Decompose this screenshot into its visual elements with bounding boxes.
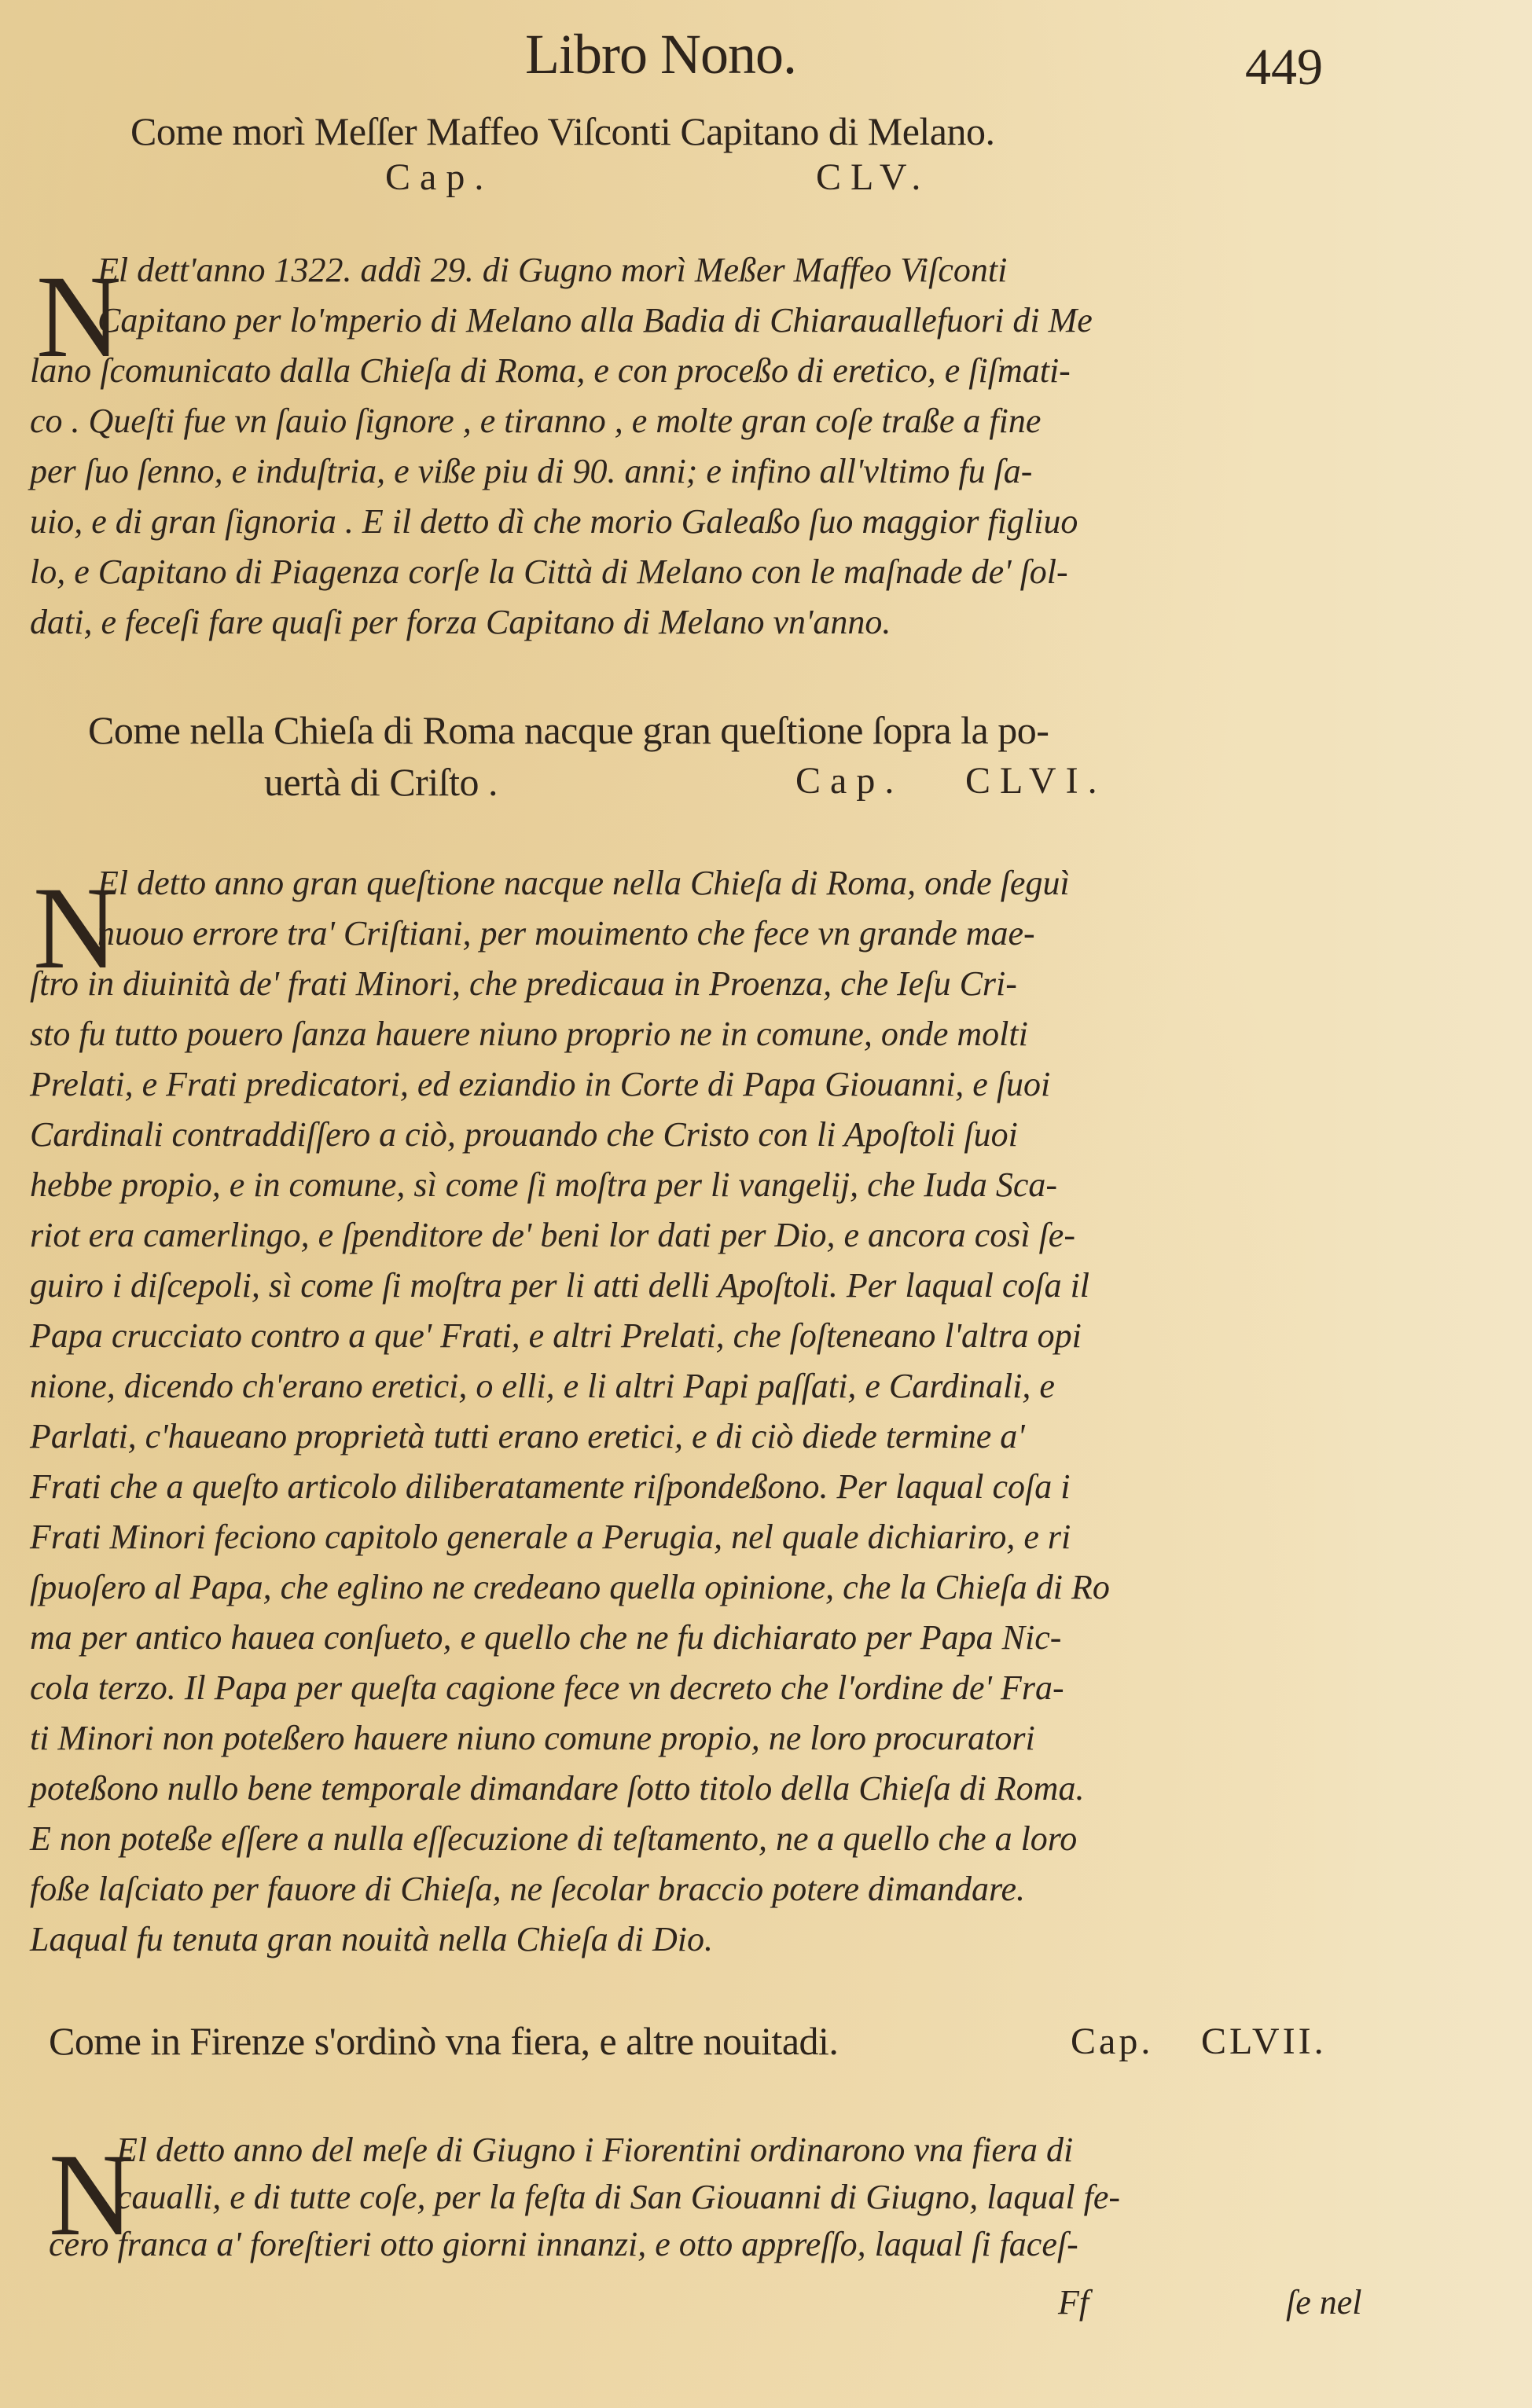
- text-line: ti Minori non poteßero hauere niuno comune propio, ne loro procuratori: [30, 1719, 1035, 1757]
- text-line: ma per antico hauea conſueto, e quello che ne fu dichiarato per Papa Nic-: [30, 1618, 1062, 1657]
- chapter-title: uertà di Criſto .: [264, 760, 498, 804]
- signature-mark: Ff: [1058, 2283, 1089, 2322]
- chapter-body: [30, 863, 1350, 1979]
- drop-capital: N: [33, 863, 119, 993]
- text-line: co . Queſti fue vn ſauio ſignore , e tiranno , e molte gran coſe traße a fine: [30, 402, 1042, 440]
- text-line: Prelati, e Frati predicatori, ed eziandio in Corte di Papa Giouanni, e ſuoi: [30, 1065, 1051, 1103]
- text-line: Capitano per lo'mperio di Melano alla Badia di Chiarauallefuori di Me: [97, 301, 1093, 340]
- chapter-cap-label: Cap.: [385, 156, 494, 198]
- chapter-body: [30, 250, 1350, 659]
- chapter-title: Come morì Meſſer Maffeo Viſconti Capitano di Melano.: [130, 109, 995, 153]
- drop-capital: N: [49, 2130, 134, 2260]
- text-line: sto fu tutto pouero ſanza hauere niuno proprio ne in comune, onde molti: [30, 1015, 1028, 1053]
- text-line: cola terzo. Il Papa per queſta cagione fece vn decreto che l'ordine de' Fra-: [30, 1668, 1064, 1707]
- text-line: Frati che a queſto articolo diliberatamente riſpondeßono. Per laqual coſa i: [30, 1467, 1071, 1506]
- chapter-title: Come nella Chieſa di Roma nacque gran queſtione ſopra la po-: [88, 708, 1049, 752]
- chapter-cap-label: Cap.: [795, 760, 904, 802]
- text-line: Frati Minori feciono capitolo generale a Perugia, nel quale dichiariro, e ri: [30, 1518, 1071, 1556]
- catchword: ſe nel: [1286, 2283, 1362, 2322]
- chapter-number: CLV.: [816, 156, 931, 198]
- chapter-body: [30, 2130, 1350, 2287]
- text-line: E non poteße eſſere a nulla eſſecuzione di teſtamento, ne a quello che a loro: [30, 1819, 1078, 1858]
- text-line: El dett'anno 1322. addì 29. di Gugno morì Meßer Maffeo Viſconti: [97, 251, 1008, 289]
- text-line: Parlati, c'haueano proprietà tutti erano eretici, e di ciò diede termine a': [30, 1417, 1025, 1455]
- text-line: uio, e di gran ſignoria . E il detto dì che morio Galeaßo ſuo maggior figliuo: [30, 502, 1078, 541]
- text-line: nuouo errore tra' Criſtiani, per mouimento che fece vn grande mae-: [97, 914, 1035, 953]
- text-line: per ſuo ſenno, e induſtria, e viße piu di 90. anni; e infino all'vltimo fu ſa-: [30, 452, 1033, 490]
- text-line: Cardinali contraddiſſero a ciò, prouando che Cristo con li Apoſtoli ſuoi: [30, 1115, 1018, 1154]
- text-line: nione, dicendo ch'erano eretici, o elli, e li altri Papi paſſati, e Cardinali, e: [30, 1367, 1055, 1405]
- chapter-number: CLVII.: [1201, 2021, 1327, 2062]
- page-number: 449: [1245, 39, 1323, 96]
- text-line: lano ſcomunicato dalla Chieſa di Roma, e con proceßo di eretico, e ſiſmati-: [30, 351, 1071, 390]
- chapter-number: CLVI.: [965, 760, 1107, 802]
- chapter-title: Come in Firenze s'ordinò vna fiera, e altre nouitadi.: [49, 2019, 839, 2063]
- text-line: caualli, e di tutte coſe, per la feſta di San Giouanni di Giugno, laqual fe-: [116, 2178, 1121, 2216]
- text-line: lo, e Capitano di Piagenza corſe la Città di Melano con le maſnade de' ſol-: [30, 552, 1068, 591]
- text-line: Papa crucciato contro a que' Frati, e altri Prelati, che ſoſteneano l'altra opi: [30, 1316, 1082, 1355]
- text-line: Laqual fu tenuta gran nouità nella Chieſa di Dio.: [30, 1920, 713, 1958]
- chapter-cap-label: Cap.: [1071, 2021, 1154, 2062]
- running-head: Libro Nono.: [525, 23, 796, 86]
- text-line: foße laſciato per fauore di Chieſa, ne ſecolar braccio potere dimandare.: [30, 1870, 1025, 1908]
- text-line: riot era camerlingo, e ſpenditore de' beni lor dati per Dio, e ancora così ſe-: [30, 1216, 1075, 1254]
- text-line: cero franca a' foreſtieri otto giorni innanzi, e otto appreſſo, laqual ſi faceſ-: [49, 2225, 1078, 2263]
- text-line: El detto anno del meſe di Giugno i Fiorentini ordinarono vna fiera di: [116, 2131, 1074, 2169]
- drop-capital: N: [36, 251, 122, 382]
- text-line: ſtro in diuinità de' frati Minori, che predicaua in Proenza, che Ieſu Cri-: [30, 964, 1017, 1003]
- text-line: El detto anno gran queſtione nacque nella Chieſa di Roma, onde ſeguì: [97, 864, 1070, 902]
- text-line: guiro i diſcepoli, sì come ſi moſtra per li atti delli Apoſtoli. Per laqual coſa il: [30, 1266, 1090, 1305]
- text-line: poteßono nullo bene temporale dimandare ſotto titolo della Chieſa di Roma.: [30, 1769, 1085, 1808]
- text-line: dati, e feceſi fare quaſi per forza Capitano di Melano vn'anno.: [30, 603, 891, 641]
- text-line: ſpuoſero al Papa, che eglino ne credeano quella opinione, che la Chieſa di Ro: [30, 1568, 1110, 1606]
- text-line: hebbe propio, e in comune, sì come ſi moſtra per li vangelij, che Iuda Sca-: [30, 1165, 1058, 1204]
